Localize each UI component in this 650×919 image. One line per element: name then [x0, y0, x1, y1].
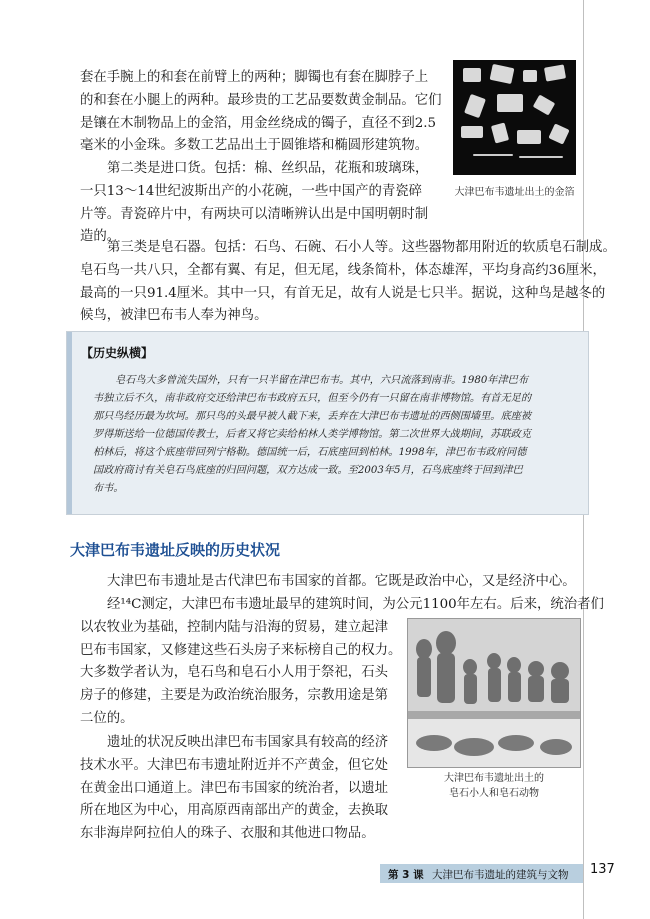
paragraph-soapstone	[80, 237, 616, 329]
section-heading: 大津巴布韦遗址反映的历史状况	[70, 541, 281, 559]
paragraph-economy	[80, 732, 400, 847]
box-line: 韦独立后不久，南非政府交还给津巴布韦政府五只，但至今仍有一只留在南非博物馆。有首无足的	[93, 393, 532, 404]
text-line: 巴布韦国家，又修建这些石头房子来标榜自己的权力。	[80, 642, 402, 658]
text-line: 以农牧业为基础，控制内陆与沿海的贸易，建立起津	[80, 619, 388, 635]
caption-line: 皂石小人和皂石动物	[449, 788, 539, 799]
text-line: 第二类是进口货。包括：棉、丝织品，花瓶和玻璃珠，	[107, 161, 429, 176]
soapstone-figures-photo	[407, 618, 581, 768]
text-line: 经¹⁴C测定，大津巴布韦遗址最早的建筑时间，为公元1100年左右。后来，统治者们	[107, 597, 604, 612]
paragraph-metal-crafts	[80, 67, 442, 159]
text-line: 在黄金出口通道上。津巴布韦国家的统治者，以遗址	[80, 780, 388, 796]
text-line: 一只13～14世纪波斯出产的小花碗，一些中国产的青瓷碎	[80, 183, 423, 199]
caption-line: 大津巴布韦遗址出土的	[444, 773, 544, 784]
box-line: 国政府商讨有关皂石鸟底座的归回问题，双方达成一致。至2003年5月，石鸟底座终于回到津巴	[93, 465, 523, 476]
text-line: 第三类是皂石器。包括：石鸟、石碗、石小人等。这些器物都用附近的软质皂石制成。	[107, 240, 616, 255]
box-line: 那只鸟经历最为坎坷。那只鸟的头最早被人截下来，丢弃在大津巴布韦遗址的西侧围墙里。底座被	[93, 411, 532, 422]
history-sidebar-box	[66, 331, 589, 515]
soapstone-caption	[407, 771, 581, 801]
text-line: 造的。	[80, 229, 121, 245]
box-line: 皂石鸟大多曾流失国外，只有一只半留在津巴布韦。其中，六只流落到南非。1980年津巴布	[115, 375, 529, 386]
box-accent-bar	[67, 332, 72, 514]
text-line: 的和套在小腿上的两种。最珍贵的工艺品要数黄金制品。它们	[80, 92, 442, 108]
text-line: 套在手腕上的和套在前臂上的两种；脚镯也有套在脚脖子上	[80, 70, 429, 85]
text-line: 遗址的状况反映出津巴布韦国家具有较高的经济	[107, 735, 389, 750]
text-line: 东非海岸阿拉伯人的珠子、衣服和其他进口物品。	[80, 826, 375, 842]
text-line: 大多数学者认为，皂石鸟和皂石小人用于祭祀，石头	[80, 665, 388, 681]
text-line: 是镶在木制物品上的金箔，用金丝绕成的镯子，直径不到2.5	[80, 115, 437, 131]
box-line: 罗得斯送给一位德国传教士，后者又将它卖给柏林人类学博物馆。第二次世界大战期间，苏联政克	[93, 429, 532, 440]
soapstone-figures-illustration	[408, 619, 580, 767]
box-title: 【历史纵横】	[81, 346, 154, 360]
box-line: 柏林后，将这个底座带回列宁格勒。德国统一后，石底座回到柏林。1998年，津巴布韦政府同德	[93, 447, 527, 458]
text-line: 技术水平。大津巴布韦遗址附近并不产黄金，但它处	[80, 757, 388, 773]
page-number: 137	[590, 862, 615, 877]
footer-lesson: 第 3 课	[388, 869, 424, 881]
text-line: 皂石鸟一共八只，全都有翼、有足，但无尾，线条简朴，体态雄浑，平均身高约36厘米，	[80, 262, 606, 278]
text-line: 房子的修建，主要是为政治统治服务，宗教用途是第	[80, 688, 388, 704]
text-line: 最高的一只91.4厘米。其中一只，有首无足，故有人说是七只半。据说，这种鸟是越冬的	[80, 285, 606, 301]
text-line: 大津巴布韦遗址是古代津巴布韦国家的首都。它既是政治中心，又是经济中心。	[107, 574, 576, 589]
gold-foil-photo	[453, 60, 576, 175]
text-line: 所在地区为中心，用高原西南部出产的黄金，去换取	[80, 803, 388, 819]
text-line: 二位的。	[80, 711, 134, 726]
paragraph-capital	[80, 571, 580, 594]
running-footer	[380, 864, 583, 883]
gold-foil-caption: 大津巴布韦遗址出土的金箔	[454, 187, 575, 198]
text-line: 毫米的小金珠。多数工艺品出土于圆锥塔和椭圆形建筑物。	[80, 138, 429, 154]
text-line: 片等。青瓷碎片中，有两块可以清晰辨认出是中国明朝时制	[80, 206, 429, 222]
text-line: 候鸟，被津巴布韦人奉为神鸟。	[80, 308, 268, 324]
box-line: 布韦。	[93, 483, 124, 494]
footer-title: 大津巴布韦遗址的建筑与文物	[432, 869, 569, 881]
